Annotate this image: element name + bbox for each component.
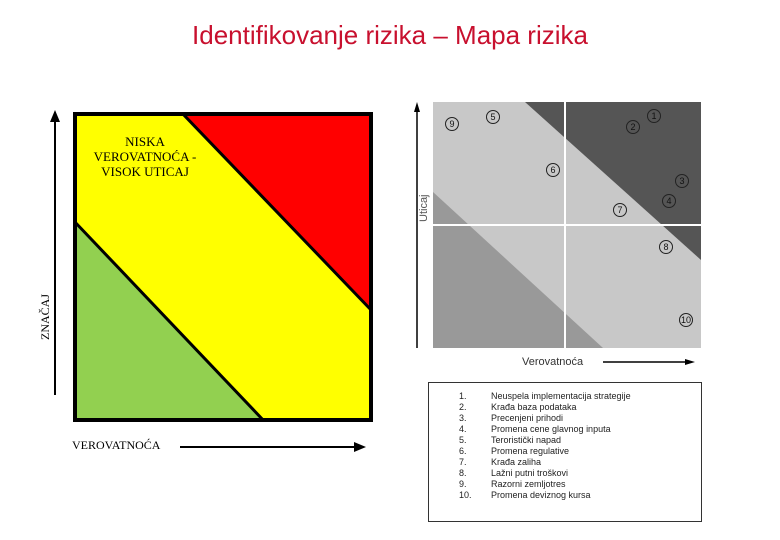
legend-row: 8. Lažni putni troškovi	[459, 468, 569, 478]
risk-point-2: 2	[626, 120, 640, 134]
risk-point-6: 6	[546, 163, 560, 177]
risk-point-4: 4	[662, 194, 676, 208]
legend-row: 5. Teroristički napad	[459, 435, 562, 445]
risk-point-9: 9	[445, 117, 459, 131]
legend-row: 7. Krađa zaliha	[459, 457, 542, 467]
risk-point-1: 1	[647, 109, 661, 123]
legend-row: 6. Promena regulative	[459, 446, 570, 456]
zone-label: NISKA VEROVATNOĆA - VISOK UTICAJ	[93, 134, 197, 179]
legend-row: 9. Razorni zemljotres	[459, 479, 566, 489]
risk-point-5: 5	[486, 110, 500, 124]
risk-legend	[428, 382, 702, 522]
risk-point-7: 7	[613, 203, 627, 217]
x-axis-label: VEROVATNOĆA	[72, 438, 161, 452]
risk-point-8: 8	[659, 240, 673, 254]
legend-row: 1. Neuspela implementacija strategije	[459, 391, 631, 401]
legend-row: 3. Precenjeni prihodi	[459, 413, 564, 423]
y-axis-label: ZNAČAJ	[38, 293, 52, 340]
risk-point-10: 10	[680, 315, 691, 325]
risk-point-3: 3	[675, 174, 689, 188]
right-y-axis-label: Uticaj	[418, 194, 430, 222]
legend-row: 2. Krađa baza podataka	[459, 402, 577, 412]
right-x-axis-label: Verovatnoća	[522, 356, 584, 368]
legend-row: 10. Promena deviznog kursa	[459, 490, 591, 500]
y-axis-arrowhead	[50, 110, 60, 122]
legend-row: 4. Promena cene glavnog inputa	[459, 424, 611, 434]
x-axis-arrowhead	[354, 442, 366, 452]
left-risk-map	[73, 112, 373, 422]
page-title: Identifikovanje rizika – Mapa rizika	[192, 20, 588, 50]
